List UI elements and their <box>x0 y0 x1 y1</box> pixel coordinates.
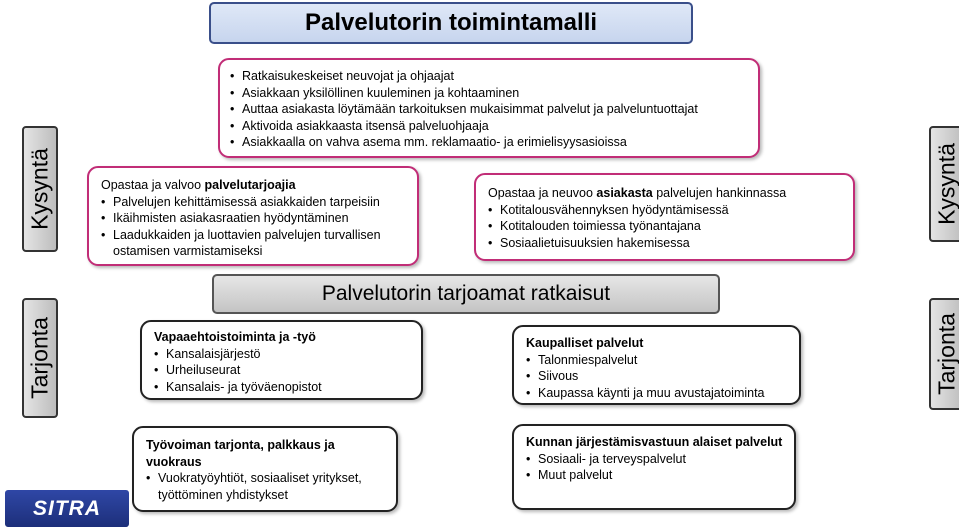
sitra-logo: SITRA <box>5 490 129 527</box>
commercial-box <box>512 325 801 405</box>
heading-bold: palvelutarjoajia <box>204 178 296 192</box>
list-item: • Kansalais- ja työväenopistot <box>154 379 411 396</box>
list-item: • Kotitalouden toimiessa työnantajana <box>488 218 843 235</box>
volunteer-list <box>154 346 411 396</box>
commercial-heading: Kaupalliset palvelut <box>526 336 644 350</box>
volunteer-box <box>140 320 423 400</box>
list-item: • Sosiaalietuisuuksien hakemisessa <box>488 235 843 252</box>
list-item: • Ikäihmisten asiakasraatien hyödyntäminen <box>101 210 407 227</box>
side-label-text: Kysyntä <box>26 148 53 230</box>
list-item: • Laadukkaiden ja luottavien palvelujen turvallisen ostamisen varmistamiseksi <box>101 227 407 260</box>
side-label-demand-right <box>929 126 959 242</box>
list-item: • Sosiaali- ja terveyspalvelut <box>526 451 784 468</box>
heading-suffix: palvelujen hankinnassa <box>652 186 787 200</box>
list-item: • Asiakkaan yksilöllinen kuuleminen ja kohtaaminen <box>230 85 748 102</box>
list-item: • Urheiluseurat <box>154 362 411 379</box>
heading-prefix: Opastaa ja valvoo <box>101 178 205 192</box>
solutions-heading: Palvelutorin tarjoamat ratkaisut <box>212 274 720 314</box>
list-item: • Kotitalousvähennyksen hyödyntämisessä <box>488 202 843 219</box>
list-item: • Auttaa asiakasta löytämään tarkoituksen mukaisimmat palvelut ja palveluntuottajat <box>230 101 748 118</box>
right-demand-heading <box>488 185 843 202</box>
list-item: • Asiakkaalla on vahva asema mm. reklamaatio- ja erimielisyysasioissa <box>230 134 748 151</box>
list-item: • Siivous <box>526 368 789 385</box>
list-item: • Aktivoida asiakkaasta itsensä palveluohjaaja <box>230 118 748 135</box>
side-label-text: Tarjonta <box>933 313 959 395</box>
municipal-box <box>512 424 796 510</box>
workforce-list <box>146 470 386 503</box>
workforce-box <box>132 426 398 512</box>
top-info-list <box>230 68 748 151</box>
left-demand-heading <box>101 177 407 194</box>
list-item: • Muut palvelut <box>526 467 784 484</box>
right-demand-box <box>474 173 855 261</box>
right-demand-list <box>488 202 843 252</box>
commercial-list <box>526 352 789 402</box>
side-label-demand-left <box>22 126 58 252</box>
list-item: • Vuokratyöyhtiöt, sosiaaliset yritykset, työttöminen yhdistykset <box>146 470 386 503</box>
top-info-box <box>218 58 760 158</box>
workforce-heading: Työvoiman tarjonta, palkkaus ja vuokraus <box>146 438 335 469</box>
heading-prefix: Opastaa ja neuvoo <box>488 186 597 200</box>
list-item: • Kaupassa käynti ja muu avustajatoiminta <box>526 385 789 402</box>
list-item: • Ratkaisukeskeiset neuvojat ja ohjaajat <box>230 68 748 85</box>
left-demand-list <box>101 194 407 260</box>
municipal-list <box>526 451 784 484</box>
side-label-text: Kysyntä <box>933 143 959 225</box>
list-item: • Palvelujen kehittämisessä asiakkaiden tarpeisiin <box>101 194 407 211</box>
side-label-text: Tarjonta <box>26 317 53 399</box>
left-demand-box <box>87 166 419 266</box>
municipal-heading: Kunnan järjestämisvastuun alaiset palvelut <box>526 435 783 449</box>
side-label-supply-left <box>22 298 58 418</box>
side-label-supply-right <box>929 298 959 410</box>
list-item: • Talonmiespalvelut <box>526 352 789 369</box>
list-item: • Kansalaisjärjestö <box>154 346 411 363</box>
page-title: Palvelutorin toimintamalli <box>209 2 693 44</box>
volunteer-heading: Vapaaehtoistoiminta ja -työ <box>154 330 316 344</box>
heading-bold: asiakasta <box>596 186 653 200</box>
